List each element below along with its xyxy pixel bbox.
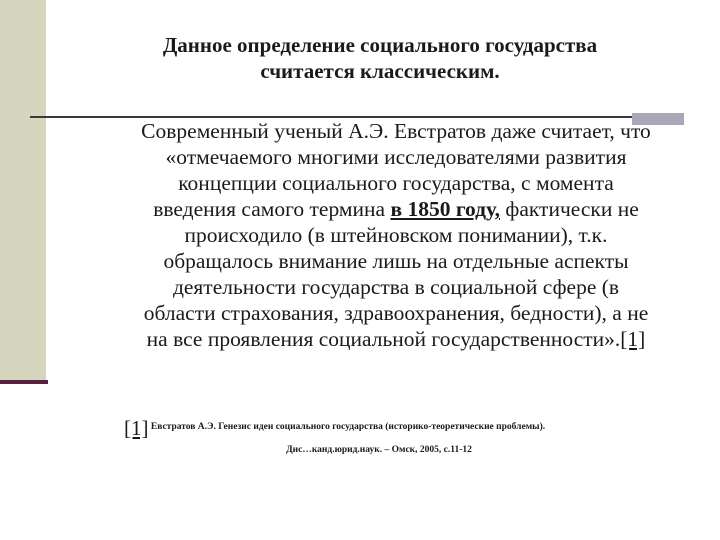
- footnote-text-line-1: Евстратов А.Э. Генезис идеи социального государства (историко-теоретические проблемы).: [148, 422, 546, 432]
- slide-title-line-2: считается классическим.: [260, 59, 500, 83]
- slide-title: [100, 32, 660, 84]
- body-line-9: [86, 326, 706, 352]
- body-line-2: «отмечаемого многими исследователями развития: [165, 145, 627, 169]
- footnote-marker[interactable]: [1]: [124, 416, 149, 440]
- slide-title-line-1: Данное определение социального государства: [162, 33, 598, 57]
- left-bar-accent-line: [0, 380, 48, 384]
- body-line-7: деятельности государства в социальной сфере (в: [172, 275, 620, 299]
- body-line-5: происходило (в штейновском понимании), т.к.: [184, 223, 608, 247]
- year-highlight: в 1850 году,: [390, 197, 501, 221]
- body-line-4-start: введения самого термина: [153, 197, 391, 221]
- footnote: [124, 416, 704, 455]
- body-line-6: обращалось внимание лишь на отдельные аспекты: [163, 249, 629, 273]
- body-line-9-text: на все проявления социальной государственности».: [146, 327, 621, 351]
- body-line-4-end: фактически не: [500, 197, 639, 221]
- footnote-reference-link[interactable]: [1]: [620, 327, 646, 351]
- body-line-8: области страхования, здравоохранения, бедности), а не: [143, 301, 649, 325]
- body-line-3: концепции социального государства, с момента: [178, 171, 614, 195]
- body-line-4: [86, 196, 706, 222]
- left-decorative-bar: [0, 0, 46, 382]
- body-line-1: Современный ученый А.Э. Евстратов даже считает, что: [141, 119, 651, 143]
- slide-body: [86, 118, 706, 352]
- footnote-text-line-2: Дис…канд.юрид.наук. – Омск, 2005, с.11-12: [286, 445, 472, 455]
